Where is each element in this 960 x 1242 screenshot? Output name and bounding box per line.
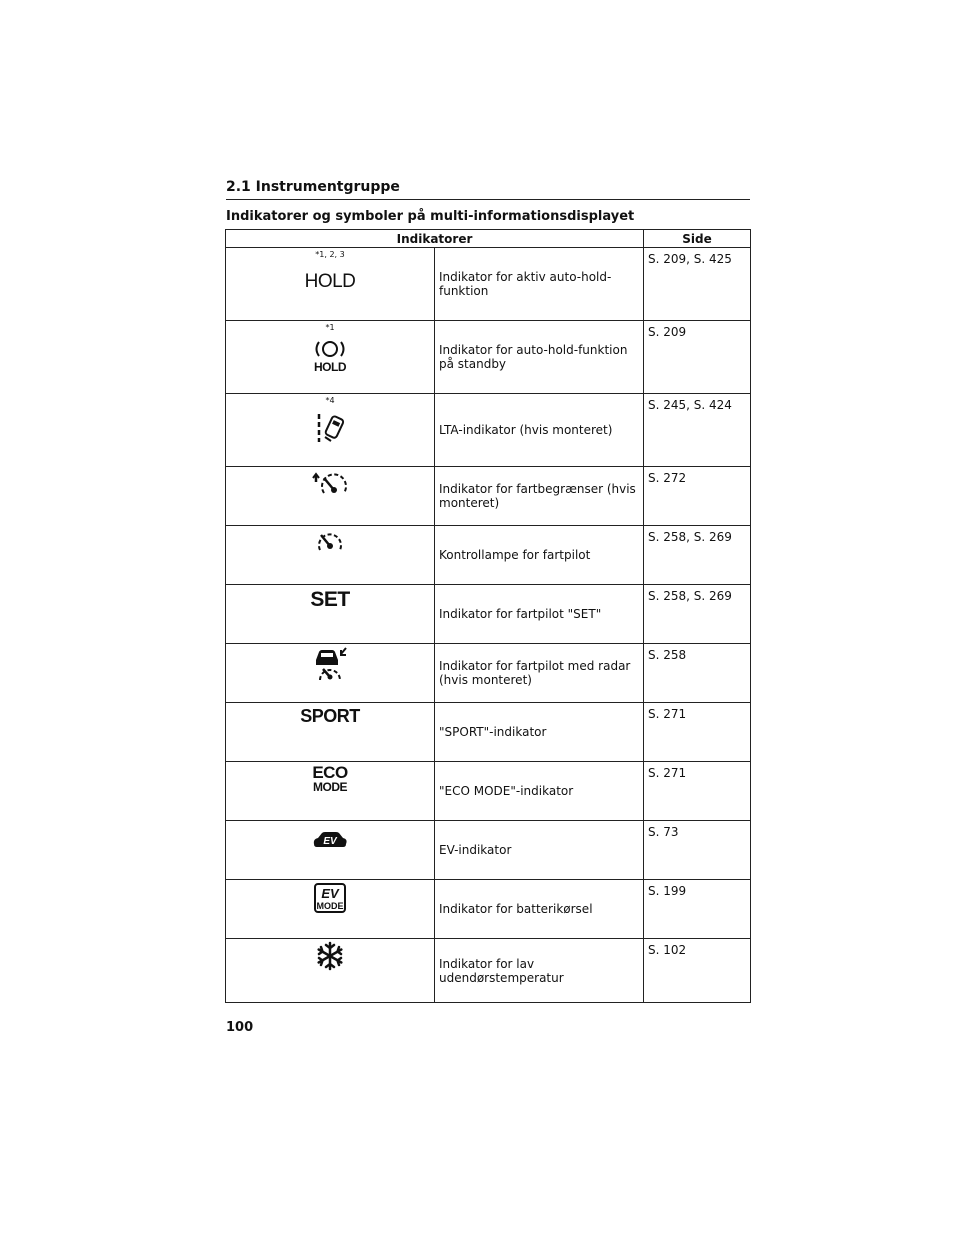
footnote-marker <box>226 703 434 705</box>
page-reference: S. 271 <box>644 762 751 821</box>
page-reference: S. 271 <box>644 703 751 762</box>
section-title: 2.1 Instrumentgruppe <box>226 179 750 200</box>
indicator-description: "SPORT"-indikator <box>435 703 644 762</box>
indicator-description: Indikator for lav udendørstemperatur <box>435 939 644 1003</box>
indicator-description: Indikator for auto-hold-funktion på standby <box>435 321 644 394</box>
icon-cell <box>226 821 435 880</box>
header-page: Side <box>644 230 751 248</box>
icon-cell <box>226 703 435 762</box>
icon-cell <box>226 526 435 585</box>
table-row <box>226 644 751 703</box>
icon-cell <box>226 880 435 939</box>
page-reference: S. 258, S. 269 <box>644 526 751 585</box>
table-row <box>226 321 751 394</box>
icon-cell <box>226 248 435 321</box>
table-row <box>226 939 751 1003</box>
indicator-description: Indikator for batterikørsel <box>435 880 644 939</box>
speed-limiter-icon <box>310 469 350 501</box>
radar-cruise-icon <box>310 646 350 682</box>
table-header-row <box>226 230 751 248</box>
indicator-description: LTA-indikator (hvis monteret) <box>435 394 644 467</box>
lane-trace-icon <box>313 411 347 445</box>
icon-cell <box>226 585 435 644</box>
icon-cell <box>226 394 435 467</box>
footnote-marker: *4 <box>325 396 335 405</box>
sport-text-icon: SPORT <box>300 706 360 726</box>
hold-text-icon: HOLD <box>304 271 356 292</box>
indicator-description: Indikator for fartpilot "SET" <box>435 585 644 644</box>
eco-mode-icon: ECO <box>312 763 348 782</box>
ev-car-icon <box>311 829 349 851</box>
table-row <box>226 762 751 821</box>
page-reference: S. 102 <box>644 939 751 1003</box>
icon-cell <box>226 321 435 394</box>
page-reference: S. 272 <box>644 467 751 526</box>
cruise-control-icon <box>313 528 347 556</box>
ev-car-label: EV <box>323 836 337 847</box>
indicator-description: EV-indikator <box>435 821 644 880</box>
ev-mode-sublabel: MODE <box>316 901 344 911</box>
indicator-description: "ECO MODE"-indikator <box>435 762 644 821</box>
table-row <box>226 526 751 585</box>
table-row <box>226 821 751 880</box>
indicator-table <box>225 229 751 1003</box>
eco-mode-label: MODE <box>313 780 347 794</box>
snowflake-icon <box>315 941 345 971</box>
table-row <box>226 880 751 939</box>
footnote-marker: *1 <box>325 323 335 332</box>
page-reference: S. 209, S. 425 <box>644 248 751 321</box>
icon-cell <box>226 644 435 703</box>
footnote-marker: *1, 2, 3 <box>315 250 345 259</box>
icon-cell <box>226 467 435 526</box>
page-reference: S. 199 <box>644 880 751 939</box>
table-row <box>226 467 751 526</box>
indicator-description: Kontrollampe for fartpilot <box>435 526 644 585</box>
ev-mode-label: EV <box>321 886 339 901</box>
page-reference: S. 258, S. 269 <box>644 585 751 644</box>
indicator-description: Indikator for fartpilot med radar (hvis monteret) <box>435 644 644 703</box>
icon-cell <box>226 762 435 821</box>
table-row <box>226 703 751 762</box>
hold-label: HOLD <box>314 360 346 374</box>
indicator-description: Indikator for aktiv auto-hold-funktion <box>435 248 644 321</box>
table-row <box>226 585 751 644</box>
table-row <box>226 394 751 467</box>
table-row <box>226 248 751 321</box>
set-text-icon: SET <box>310 588 350 611</box>
indicator-description: Indikator for fartbegrænser (hvis monteret) <box>435 467 644 526</box>
footnote-marker <box>226 585 434 587</box>
table-title: Indikatorer og symboler på multi-informationsdisplayet <box>226 209 635 224</box>
page-reference: S. 245, S. 424 <box>644 394 751 467</box>
ev-mode-icon <box>313 882 347 914</box>
icon-cell <box>226 939 435 1003</box>
page-reference: S. 258 <box>644 644 751 703</box>
page-reference: S. 209 <box>644 321 751 394</box>
page-reference: S. 73 <box>644 821 751 880</box>
hold-standby-icon <box>310 338 350 360</box>
header-indicators: Indikatorer <box>226 230 644 248</box>
footnote-marker <box>226 821 434 823</box>
page-number: 100 <box>226 1020 254 1035</box>
